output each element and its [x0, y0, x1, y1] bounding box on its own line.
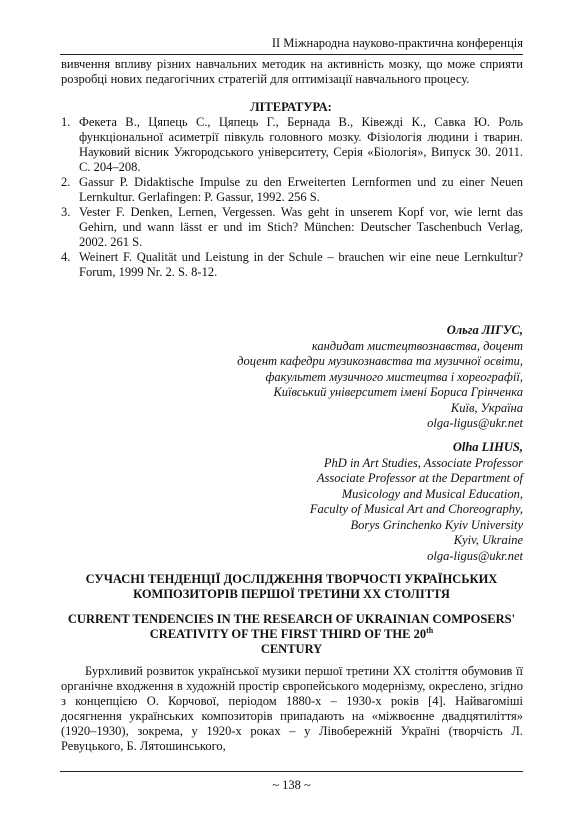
- footer-divider: [60, 771, 523, 772]
- author-name-en: Olha LIHUS,: [452, 440, 523, 454]
- references-list: [61, 115, 523, 280]
- author-position-ua: доцент кафедри музикознавства та музичної освіти,: [237, 354, 523, 368]
- author-name-ua: Ольга ЛІГУС,: [446, 323, 523, 337]
- author-university-ua: Київський університет імені Бориса Грінченка: [273, 385, 523, 399]
- author-degree-en: PhD in Art Studies, Associate Professor: [323, 455, 523, 470]
- author-position-en: Associate Professor at the Department of: [316, 471, 523, 485]
- author-city-en: Kyiv, Ukraine: [453, 533, 523, 547]
- reference-item: 4. Weinert F. Qualität und Leistung in der Schule – brauchen wir eine neue Lernkultur? Forum, 1999 Nr. 2. S. 8-12.: [61, 250, 523, 279]
- author-degree-ua: кандидат мистецтвознавства, доцент: [311, 338, 523, 353]
- author-block-ua: [237, 323, 523, 432]
- literature-heading: ЛІТЕРАТУРА:: [250, 100, 332, 114]
- author-city-ua: Київ, Україна: [450, 400, 523, 415]
- author-faculty-en: Faculty of Musical Art and Choreography,: [309, 502, 523, 516]
- author-email-en: olga-ligus@ukr.net: [427, 548, 523, 563]
- author-block-en: [310, 440, 523, 564]
- reference-item: 2. Gassur P. Didaktische Impulse zu den Erweiterten Lernformen und zu einer Neuen Lernkultur. Gerlafingen: P. Gassur, 1992. 256 S.: [61, 175, 523, 204]
- author-university-en: Borys Grinchenko Kyiv University: [350, 517, 523, 532]
- article-title-ua: СУЧАСНІ ТЕНДЕНЦІЇ ДОСЛІДЖЕННЯ ТВОРЧОСТІ УКРАЇНСЬКИХ КОМПОЗИТОРІВ ПЕРШОЇ ТРЕТИНИ ХХ СТОЛІТТЯ: [85, 572, 498, 601]
- running-header: II Міжнародна науково-практична конференція: [60, 36, 523, 55]
- author-faculty-ua: факультет музичного мистецтва і хореографії,: [265, 369, 523, 384]
- page-number: ~ 138 ~: [272, 778, 311, 792]
- intro-paragraph: Бурхливий розвиток української музики першої третини ХХ століття обумовив її органічне входження в художній простір європейського модернізму, окреслено, згідно з концепцією О. Корчової, періодом 1880-х – 1930-х років [4]. Найвагоміші досягнення українських композиторів припадають на «міжвоєнне двадцятиліття» (1920–1930), зокрема, у 1920-х роках – у Лівобережній Україні (творчість Л. Ревуцького, Б. Лятошинського,: [61, 664, 523, 753]
- author-email-ua: olga-ligus@ukr.net: [427, 416, 523, 430]
- article-title-en: CURRENT TENDENCIES IN THE RESEARCH OF UKRAINIAN COMPOSERS' CREATIVITY OF THE FIRST THIRD OF THE 20th CENTURY: [67, 612, 516, 656]
- author-department-en: Musicology and Musical Education,: [341, 486, 523, 501]
- reference-item: 3. Vester F. Denken, Lernen, Vergessen. Was geht in unserem Kopf vor, wie lernt das Gehirn, und wann lässt er und im Stich? München: Deutscher Taschenbuch Verlag, 2002. 261 S.: [61, 205, 523, 249]
- reference-item: 1. Фекета В., Цяпець С., Цяпець Г., Бернада В., Ківежді К., Савка Ю. Роль функціональної асиметрії півкуль головного мозку. Фізіологія людини і тварин. Науковий вісник Ужгородського університету, Серія «Біологія», Випуск 30. 2011. С. 204–208.: [61, 115, 523, 174]
- continuation-paragraph: вивчення впливу різних навчальних методик на активність мозку, що може сприяти розробці нових педагогічних стратегій для оптимізації навчального процесу.: [61, 57, 523, 86]
